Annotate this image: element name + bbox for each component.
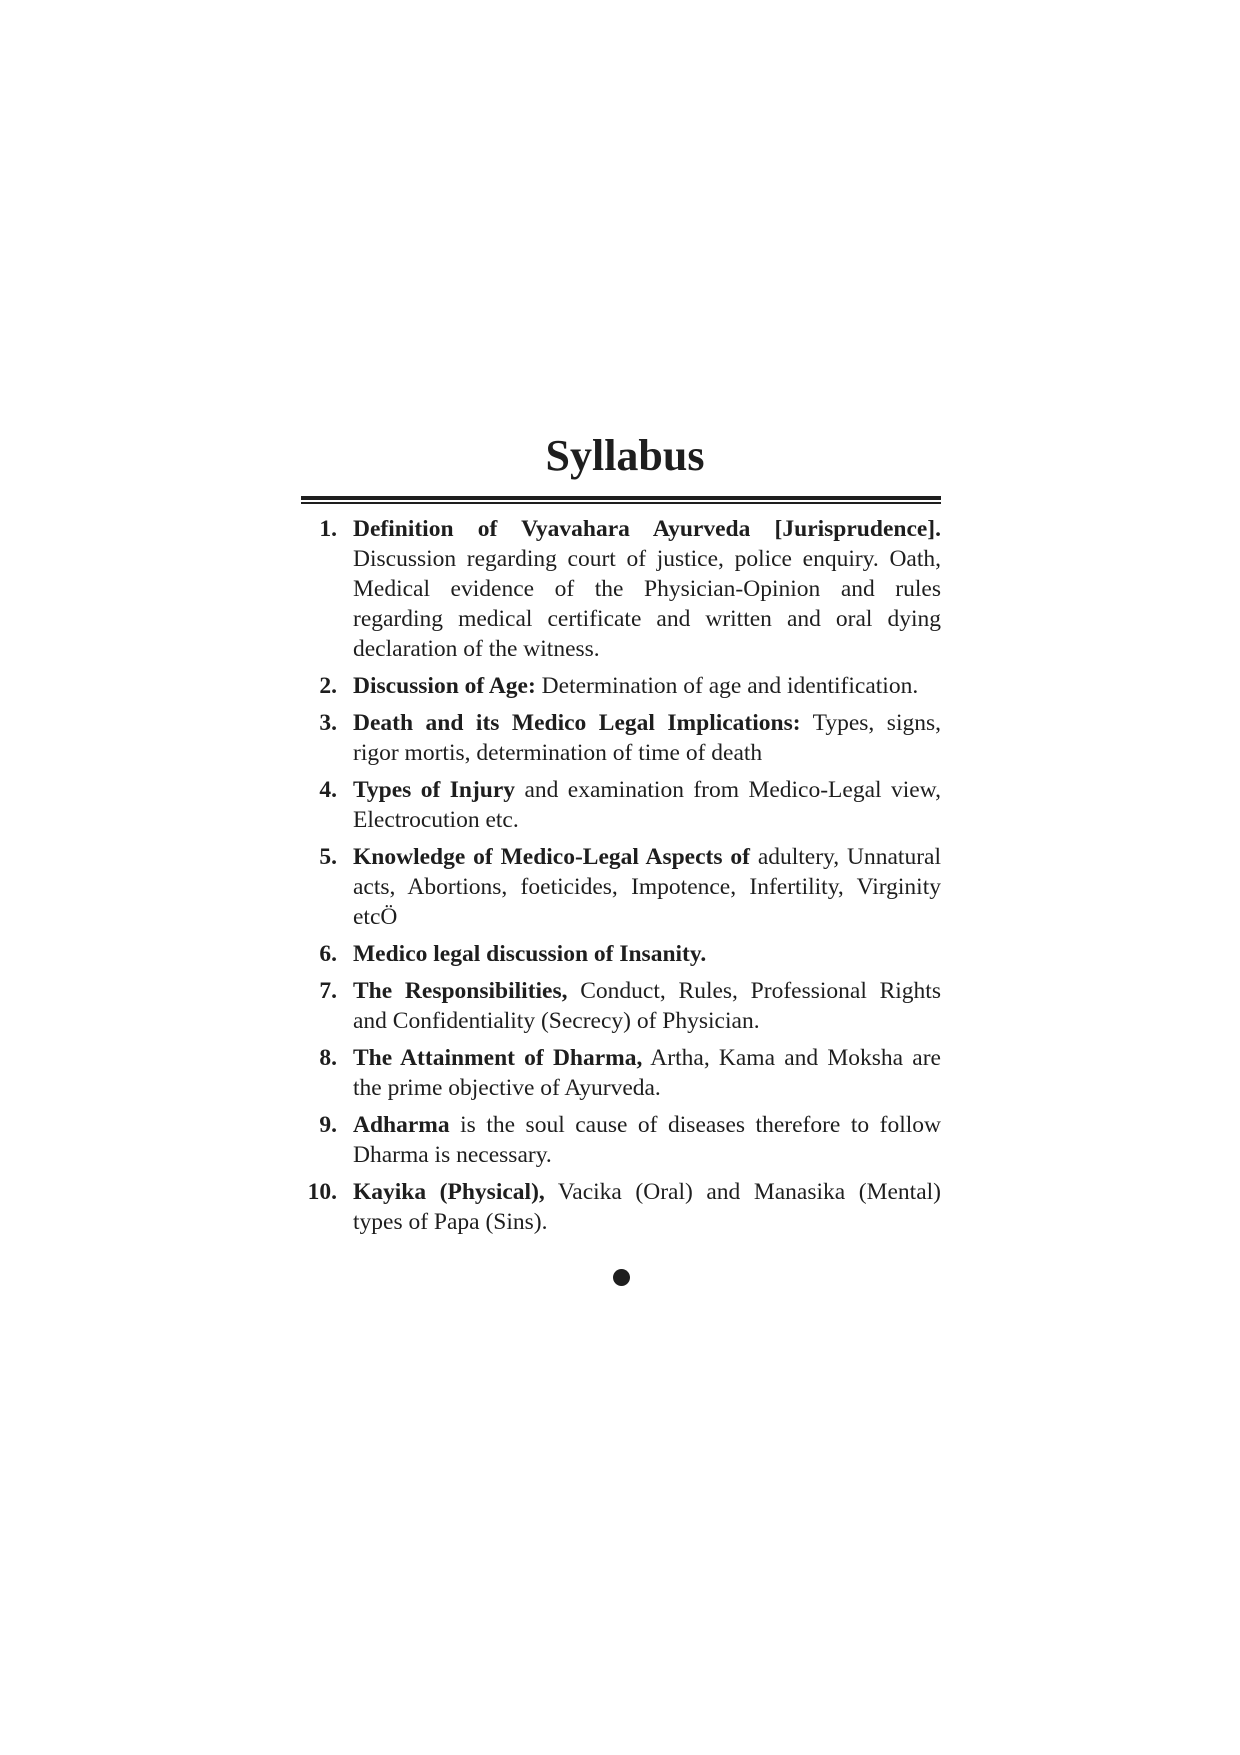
- item-text: adultery, Unnatural acts, Abortions, foeticides, Impotence, Infertility, Virginity etcÖ: [353, 844, 941, 930]
- item-body: [353, 514, 941, 664]
- list-item: [301, 1177, 941, 1237]
- item-number: 9.: [319, 1112, 337, 1138]
- list-item: [301, 514, 941, 664]
- title-double-rule: [301, 496, 941, 504]
- item-heading: The Attainment of Dharma,: [353, 1045, 643, 1071]
- item-heading: Adharma: [353, 1112, 450, 1138]
- item-body: [353, 775, 941, 835]
- item-heading: The Responsibilities,: [353, 978, 568, 1004]
- item-number: 8.: [319, 1045, 337, 1071]
- item-number: 5.: [319, 844, 337, 870]
- list-item: [301, 1043, 941, 1103]
- item-number: 3.: [319, 710, 337, 736]
- list-item: [301, 939, 941, 969]
- item-heading: Knowledge of Medico-Legal Aspects of: [353, 844, 750, 870]
- list-item: [301, 671, 941, 701]
- item-text: Discussion regarding court of justice, police enquiry. Oath, Medical evidence of the Physician-Opinion and rules regarding medical certificate and written and oral dying declaration of the witness.: [353, 546, 941, 662]
- list-item: [301, 976, 941, 1036]
- item-text: Vacika (Oral) and Manasika (Mental) types of Papa (Sins).: [353, 1179, 941, 1235]
- item-heading: Medico legal discussion of Insanity.: [353, 941, 707, 967]
- item-body: [353, 1110, 941, 1170]
- list-item: [301, 775, 941, 835]
- item-body: [353, 671, 941, 701]
- syllabus-list: [301, 514, 941, 1237]
- item-text: Types, signs, rigor mortis, determination of time of death: [353, 710, 941, 766]
- item-body: [353, 708, 941, 768]
- item-number: 1.: [319, 516, 337, 542]
- item-body: [353, 842, 941, 932]
- item-text: Conduct, Rules, Professional Rights and Confidentiality (Secrecy) of Physician.: [353, 978, 941, 1034]
- item-number: 6.: [319, 941, 337, 967]
- item-body: [353, 1177, 941, 1237]
- item-text: and examination from Medico-Legal view, Electrocution etc.: [353, 777, 941, 833]
- end-bullet-icon: [613, 1269, 630, 1286]
- item-heading: Death and its Medico Legal Implications:: [353, 710, 801, 736]
- syllabus-section: [301, 430, 941, 1244]
- item-body: [353, 976, 941, 1036]
- page-title: Syllabus: [545, 431, 705, 480]
- list-item: [301, 1110, 941, 1170]
- item-heading: Definition of Vyavahara Ayurveda [Jurisprudence].: [353, 516, 941, 542]
- item-heading: Types of Injury: [353, 777, 516, 803]
- list-item: [301, 842, 941, 932]
- item-number: 2.: [319, 673, 337, 699]
- item-body: [353, 939, 941, 969]
- item-text: is the soul cause of diseases therefore to follow Dharma is necessary.: [353, 1112, 941, 1168]
- item-number: 10.: [307, 1179, 337, 1205]
- item-text: Determination of age and identification.: [535, 673, 919, 699]
- item-heading: Discussion of Age:: [353, 673, 536, 699]
- item-body: [353, 1043, 941, 1103]
- item-text: Artha, Kama and Moksha are the prime objective of Ayurveda.: [353, 1045, 941, 1101]
- item-number: 7.: [319, 978, 337, 1004]
- item-heading: Kayika (Physical),: [353, 1179, 545, 1205]
- item-number: 4.: [319, 777, 337, 803]
- list-item: [301, 708, 941, 768]
